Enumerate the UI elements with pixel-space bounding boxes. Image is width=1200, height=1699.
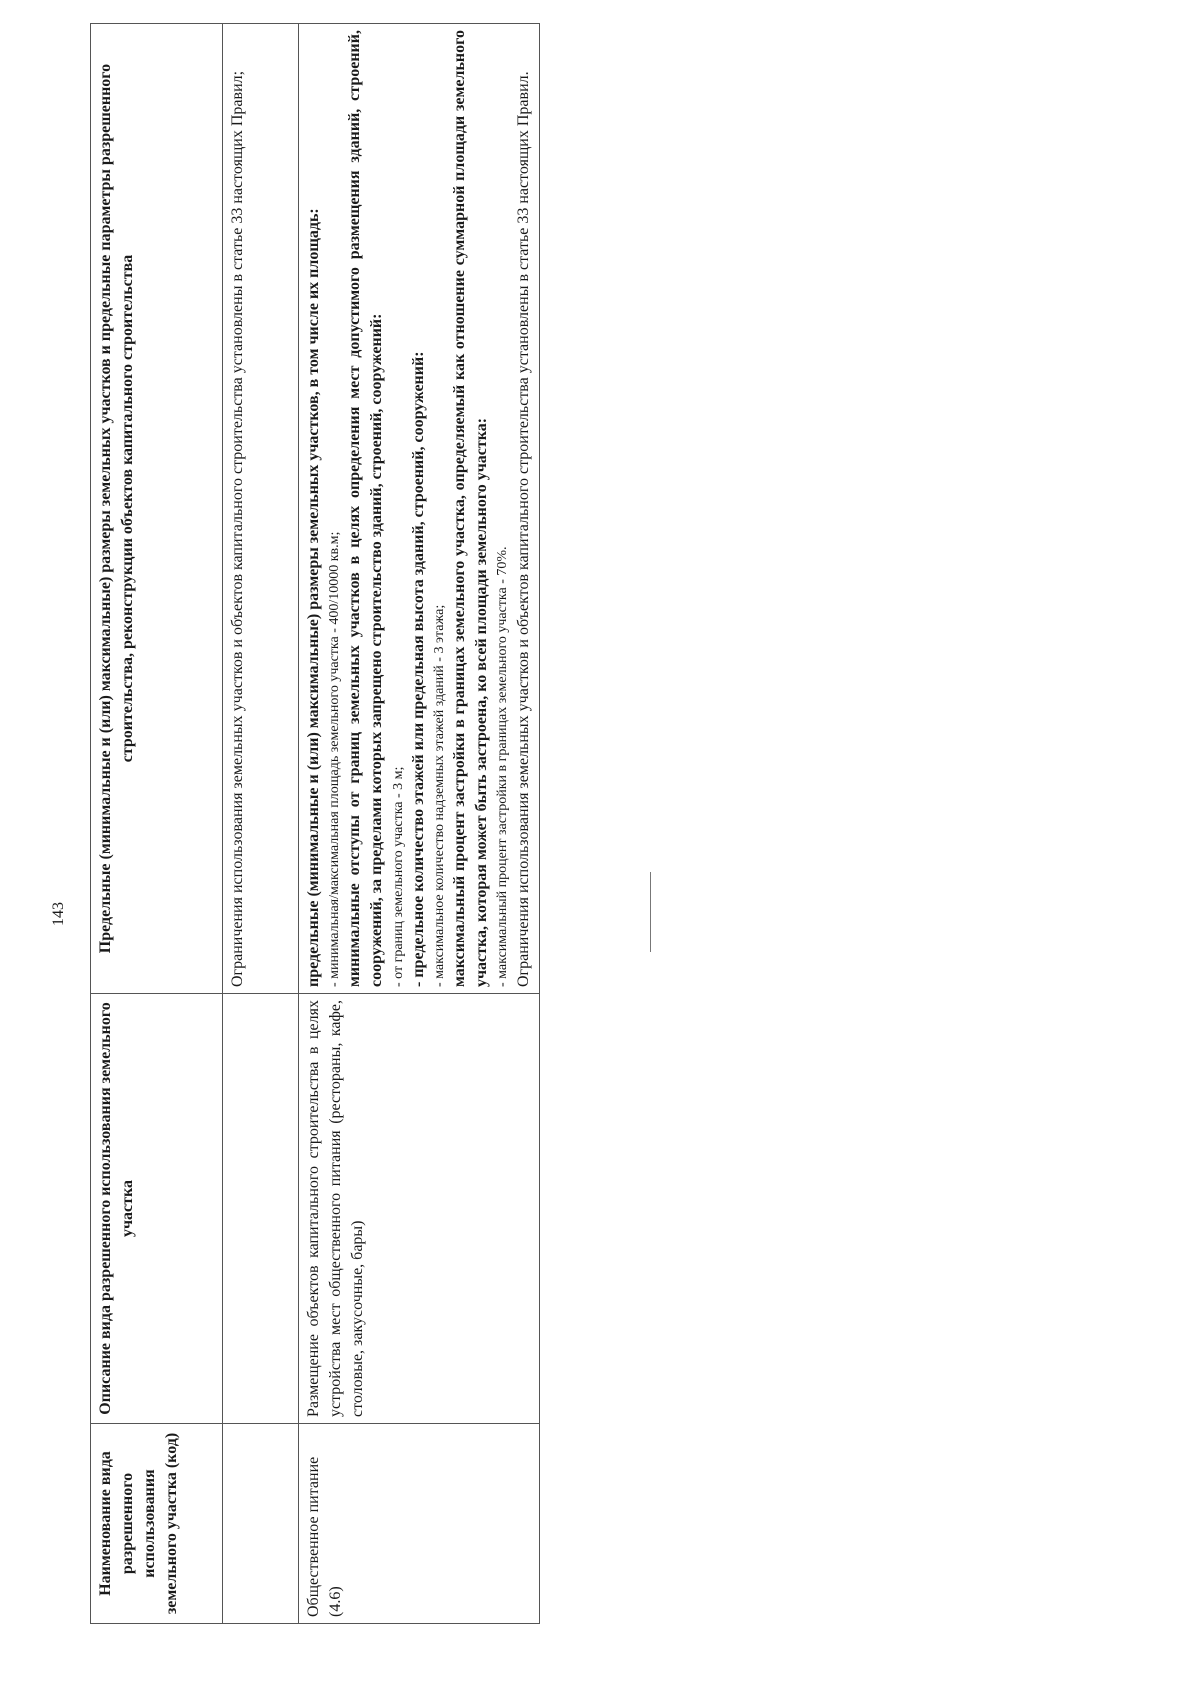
table-header-row — [91, 24, 223, 1624]
row2-name: Общественное питание (4.6) — [299, 1424, 540, 1624]
header-name: Наименование вида разрешенного использования земельного участка (код) — [91, 1424, 223, 1624]
page-number: 143 — [50, 902, 67, 926]
params-line: максимальный процент застройки в границах земельного участка, определяемый как отношение суммарной площади земельного участка, которая может быть застроена, ко всей площади земельного участка: — [451, 30, 491, 987]
params-line: - от границ земельного участка - 3 м; — [390, 766, 406, 987]
rotated-content — [50, 24, 790, 1624]
zoning-table — [90, 23, 540, 1624]
params-line: Ограничения использования земельных участков и объектов капитального строительства установлены в статье 33 настоящих Правил. — [514, 71, 532, 987]
stray-line-mark — [650, 872, 651, 952]
table-row — [223, 24, 299, 1624]
row1-params: Ограничения использования земельных участков и объектов капитального строительства установлены в статье 33 настоящих Правил; — [223, 24, 299, 994]
table-row — [299, 24, 540, 1624]
params-line: - максимальный процент застройки в границах земельного участка - 70%. — [495, 546, 511, 987]
params-line: - предельное количество этажей или предельная высота зданий, строений, сооружений: — [409, 351, 427, 987]
params-line: предельные (минимальные и (или) максимальные) размеры земельных участков, в том числе их площадь: — [305, 208, 322, 987]
header-params: Предельные (минимальные и (или) максимальные) размеры земельных участков и предельные параметры разрешенного строительства, реконструкции объектов капитального строительства — [91, 24, 223, 994]
header-description: Описание вида разрешенного использования земельного участка — [91, 994, 223, 1424]
params-line: - максимальное количество надземных этажей зданий - 3 этажа; — [431, 604, 447, 987]
params-line: - минимальная/максимальная площадь земельного участка - 400/10000 кв.м; — [327, 531, 343, 987]
params-line: минимальные отступы от границ земельных участков в целях определения мест допустимого размещения зданий, строений, сооружений, за пределами которых запрещено строительство зданий, строений, сооружений: — [346, 30, 386, 987]
row2-params — [299, 24, 540, 994]
row1-name — [223, 1424, 299, 1624]
row2-description: Размещение объектов капитального строительства в целях устройства мест общественного питания (рестораны, кафе, столовые, закусочные, бары) — [299, 994, 540, 1424]
row1-description — [223, 994, 299, 1424]
